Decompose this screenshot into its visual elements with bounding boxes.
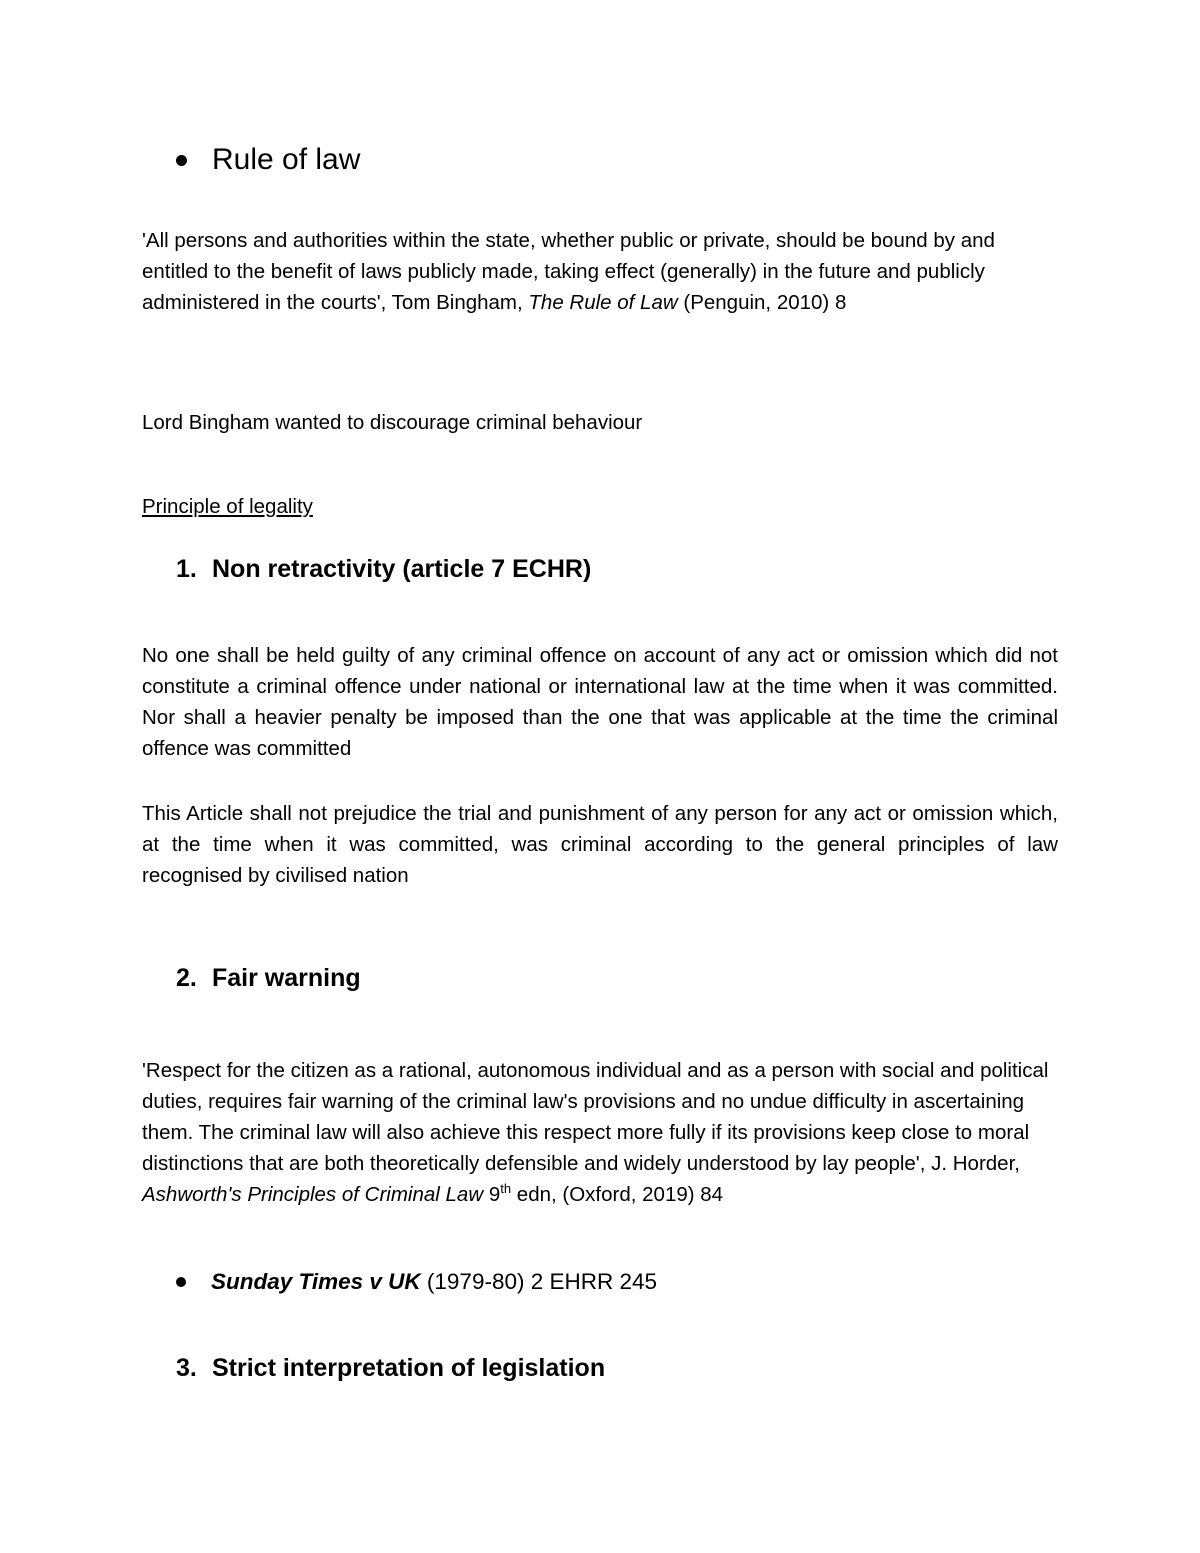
section-1-heading <box>176 553 591 585</box>
section-2-heading <box>176 962 361 994</box>
rule-of-law-heading <box>176 142 360 178</box>
horder-edition-number: 9 <box>483 1183 501 1206</box>
bingham-quote-text: 'All persons and authorities within the state, whether public or private, should be bound by and entitled to the benefit of laws publicly made, taking effect (generally) in the future and publicly administered in the courts', Tom Bingham, <box>142 229 995 314</box>
bingham-note: Lord Bingham wanted to discourage criminal behaviour <box>142 411 643 434</box>
bingham-quote <box>142 225 1058 318</box>
horder-quote <box>142 1055 1054 1210</box>
section-2-number: 2. <box>176 964 197 992</box>
bingham-citation: (Penguin, 2010) 8 <box>677 291 847 314</box>
section-1-title: Non retractivity (article 7 ECHR) <box>212 555 592 583</box>
section-1-number: 1. <box>176 555 197 583</box>
section-1-paragraph-2: This Article shall not prejudice the trial and punishment of any person for any act or omission which, at the time when it was committed, was criminal according to the general principles of law recognised by civilised nation <box>142 802 1058 887</box>
section-3-number: 3. <box>176 1354 197 1382</box>
section-3-title: Strict interpretation of legislation <box>212 1354 606 1382</box>
case-citation: (1979-80) 2 EHRR 245 <box>420 1269 658 1294</box>
horder-book-title: Ashworth's Principles of Criminal Law <box>142 1183 484 1206</box>
rule-of-law-heading-text: Rule of law <box>212 143 361 176</box>
principle-of-legality-text: Principle of legality <box>142 495 313 518</box>
bingham-book-title: The Rule of Law <box>528 291 678 314</box>
case-list-item <box>176 1267 657 1297</box>
section-1-paragraph-1: No one shall be held guilty of any criminal offence on account of any act or omission which did not constitute a criminal offence under national or international law at the time when it was committed. Nor shall a heavier penalty be imposed than the one that was applicable at the time the criminal offence was committed <box>142 644 1058 760</box>
bullet-icon <box>176 155 187 166</box>
horder-citation: edn, (Oxford, 2019) 84 <box>511 1183 724 1206</box>
horder-quote-text: 'Respect for the citizen as a rational, autonomous individual and as a person with social and political duties, requires fair warning of the criminal law's provisions and no undue difficulty in ascertaining them. The criminal law will also achieve this respect more fully if its provisions keep close to moral distinctions that are both theoretically defensible and widely understood by lay people', J. Horder, <box>142 1059 1049 1175</box>
case-reference <box>211 1267 657 1297</box>
case-name: Sunday Times v UK <box>211 1269 421 1294</box>
bullet-icon <box>176 1277 186 1287</box>
section-3-heading <box>176 1352 605 1384</box>
section-2-title: Fair warning <box>212 964 361 992</box>
principle-of-legality-label <box>142 491 1058 522</box>
horder-edition-superscript: th <box>500 1181 512 1197</box>
